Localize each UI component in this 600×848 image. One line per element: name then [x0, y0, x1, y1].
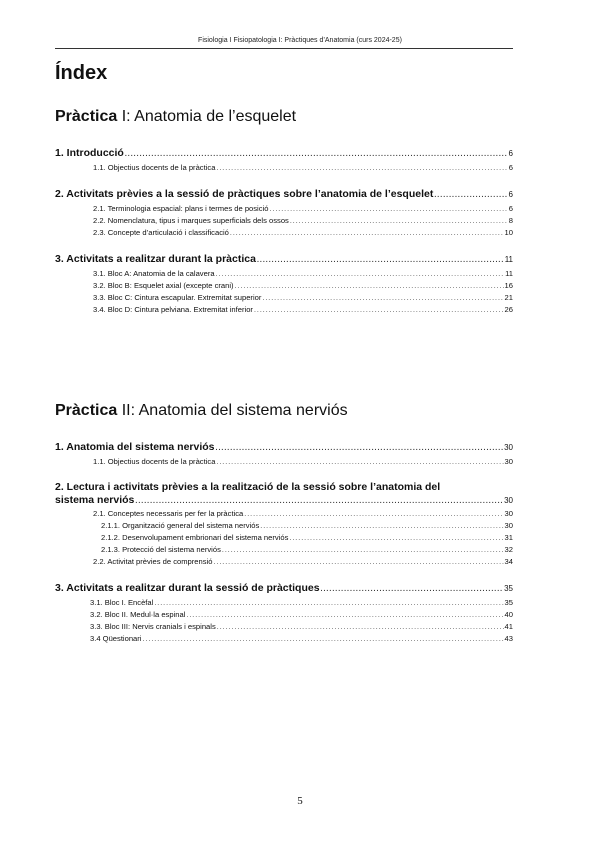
toc-part-2 — [55, 430, 513, 645]
leader-dots — [125, 148, 508, 162]
toc-subentry-page: 30 — [504, 521, 513, 530]
toc-subentry-page: 30 — [504, 509, 513, 518]
page-number: 5 — [297, 795, 303, 807]
leader-dots — [216, 442, 504, 456]
toc-subentry-title: 2.1. Conceptes necessaris per fer la pràctica — [93, 509, 244, 518]
toc-subentry[interactable] — [55, 609, 513, 621]
toc-subentry-page: 30 — [504, 457, 513, 466]
toc-subentry[interactable] — [55, 304, 513, 316]
toc-subentry-title: 2.1.3. Protecció del sistema nerviós — [101, 545, 221, 554]
toc-subentry[interactable] — [55, 544, 513, 556]
toc-subentry-title: 2.2. Nomenclatura, tipus i marques superficials dels ossos — [93, 216, 289, 225]
toc-entry-page: 11 — [504, 255, 513, 264]
toc-subentry[interactable] — [55, 508, 513, 520]
toc-subentry-page: 43 — [504, 634, 513, 643]
leader-dots — [289, 533, 503, 544]
toc-subentry[interactable] — [55, 203, 513, 215]
toc-subentry[interactable] — [55, 520, 513, 532]
leader-dots — [186, 610, 503, 621]
toc-entry-title: 1. Introducció — [55, 147, 124, 159]
toc-entry[interactable] — [55, 187, 513, 203]
toc-subentry-page: 8 — [508, 216, 513, 225]
toc-subentry-page: 32 — [504, 545, 513, 554]
toc-subentry[interactable] — [55, 268, 513, 280]
toc-subentry-page: 10 — [504, 228, 513, 237]
toc-subentry[interactable] — [55, 633, 513, 645]
toc-subentry-page: 34 — [504, 557, 513, 566]
leader-dots — [262, 293, 503, 304]
leader-dots — [216, 163, 507, 174]
running-header: Fisiologia I Fisiopatologia I: Pràctiques d’Anatomia (curs 2024-25) — [198, 37, 402, 44]
toc-entry-title: 2. Activitats prèvies a la sessió de pràctiques sobre l’anatomia de l’esquelet — [55, 188, 434, 200]
leader-dots — [257, 254, 504, 268]
toc-entry-title-line1: 2. Lectura i activitats prèvies a la realització de la sessió sobre l’anatomia del — [55, 481, 441, 493]
part-2-subtitle: II: Anatomia del sistema nerviós — [121, 402, 348, 419]
toc-subentry-title: 3.1. Bloc A: Anatomia de la calavera — [93, 269, 215, 278]
leader-dots — [154, 598, 503, 609]
header-rule — [55, 48, 513, 49]
leader-dots — [269, 204, 507, 215]
part-1-label: Pràctica — [55, 108, 118, 125]
toc-subentry-title: 1.1. Objectius docents de la pràctica — [93, 457, 216, 466]
toc-entry-multiline[interactable] — [55, 481, 513, 508]
toc-subentry[interactable] — [55, 621, 513, 633]
toc-entry[interactable] — [55, 252, 513, 268]
toc-subentry-title: 3.3. Bloc III: Nervis cranials i espinals — [90, 622, 216, 631]
toc-subentry-page: 35 — [504, 598, 513, 607]
toc-subentry-page: 11 — [505, 269, 513, 278]
leader-dots — [216, 457, 503, 468]
toc-subentry-title: 1.1. Objectius docents de la pràctica — [93, 163, 216, 172]
toc-subentry[interactable] — [55, 215, 513, 227]
toc-entry-title: 3. Activitats a realitzar durant la pràctica — [55, 253, 256, 265]
leader-dots — [216, 269, 505, 280]
toc-subentry[interactable] — [55, 532, 513, 544]
leader-dots — [244, 509, 503, 520]
toc-subentry-title: 2.1.1. Organització general del sistema nerviós — [101, 521, 260, 530]
toc-subentry[interactable] — [55, 456, 513, 468]
index-title: Índex — [55, 62, 108, 84]
leader-dots — [254, 305, 504, 316]
leader-dots — [213, 557, 503, 568]
leader-dots — [135, 495, 503, 508]
toc-part-1 — [55, 136, 513, 316]
toc-subentry-title: 3.4. Bloc D: Cintura pelviana. Extremitat inferior — [93, 305, 253, 314]
leader-dots — [434, 189, 507, 203]
toc-entry-page: 6 — [508, 149, 513, 158]
toc-subentry-page: 26 — [504, 305, 513, 314]
toc-subentry-page: 6 — [508, 204, 513, 213]
leader-dots — [290, 216, 508, 227]
toc-entry-title: 3. Activitats a realitzar durant la sessió de pràctiques — [55, 582, 320, 594]
toc-subentry-page: 16 — [504, 281, 513, 290]
leader-dots — [217, 622, 504, 633]
toc-subentry-title: 3.1. Bloc I. Encèfal — [90, 598, 154, 607]
toc-subentry-page: 41 — [504, 622, 513, 631]
part-1-subtitle: I: Anatomia de l’esquelet — [121, 108, 297, 125]
part-1-title — [55, 108, 296, 126]
leader-dots — [260, 521, 503, 532]
leader-dots — [321, 583, 504, 597]
toc-subentry-page: 6 — [508, 163, 513, 172]
toc-subentry[interactable] — [55, 597, 513, 609]
toc-entry[interactable] — [55, 146, 513, 162]
toc-entry-title: 1. Anatomia del sistema nerviós — [55, 441, 215, 453]
toc-subentry-title: 3.4 Qüestionari — [90, 634, 142, 643]
toc-entry-title-line2: sistema nerviós — [55, 494, 135, 506]
toc-entry[interactable] — [55, 440, 513, 456]
leader-dots — [235, 281, 504, 292]
toc-subentry-title: 2.2. Activitat prèvies de comprensió — [93, 557, 213, 566]
toc-entry[interactable] — [55, 581, 513, 597]
toc-entry-page: 30 — [504, 443, 513, 452]
toc-subentry[interactable] — [55, 227, 513, 239]
toc-subentry[interactable] — [55, 162, 513, 174]
toc-subentry-page: 40 — [504, 610, 513, 619]
toc-subentry-title: 2.3. Concepte d’articulació i classificació — [93, 228, 229, 237]
leader-dots — [143, 634, 504, 645]
toc-subentry-page: 31 — [504, 533, 513, 542]
toc-subentry-title: 3.2. Bloc B: Esquelet axial (excepte crani) — [93, 281, 234, 290]
part-2-label: Pràctica — [55, 402, 118, 419]
toc-subentry[interactable] — [55, 292, 513, 304]
toc-subentry-title: 2.1.2. Desenvolupament embrionari del sistema nerviós — [101, 533, 289, 542]
part-2-title — [55, 402, 348, 420]
toc-entry-page: 35 — [504, 584, 513, 593]
leader-dots — [230, 228, 504, 239]
leader-dots — [222, 545, 504, 556]
toc-subentry-page: 21 — [504, 293, 513, 302]
toc-subentry-title: 3.3. Bloc C: Cintura escapular. Extremitat superior — [93, 293, 262, 302]
toc-entry-page: 30 — [504, 496, 513, 505]
toc-subentry-title: 2.1. Terminologia espacial: plans i termes de posició — [93, 204, 269, 213]
toc-subentry[interactable] — [55, 280, 513, 292]
toc-subentry-title: 3.2. Bloc II. Medul·la espinal — [90, 610, 186, 619]
toc-entry-page: 6 — [508, 190, 513, 199]
toc-subentry[interactable] — [55, 556, 513, 568]
